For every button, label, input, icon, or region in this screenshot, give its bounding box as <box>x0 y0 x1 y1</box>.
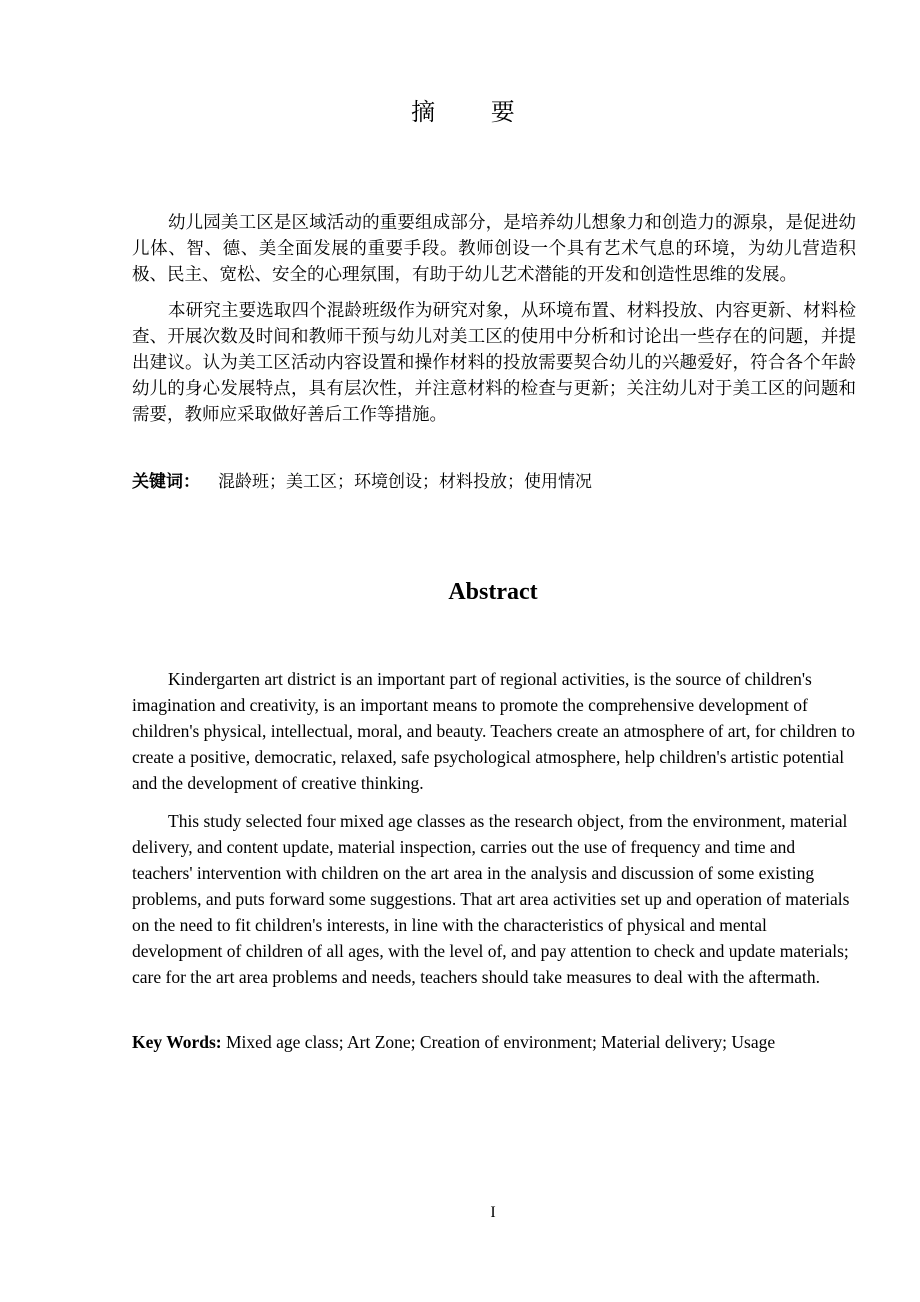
english-keywords-text: Mixed age class; Art Zone; Creation of environment; Material delivery; Usage <box>221 1032 776 1052</box>
english-keywords-label: Key Words: <box>132 1032 222 1052</box>
english-paragraph-1: Kindergarten art district is an important part of regional activities, is the source of children's imagination and creativity, is an important means to promote the comprehensive development of children's physical, intellectual, moral, and beauty. Teachers create an atmosphere of art, for children to create a positive, democratic, relaxed, safe psychological atmosphere, help children's artistic potential and the development of creative thinking. <box>132 669 856 793</box>
chinese-paragraph-2: 本研究主要选取四个混龄班级作为研究对象，从环境布置、材料投放、内容更新、材料检查、开展次数及时间和教师干预与幼儿对美工区的使用中分析和讨论出一些存在的问题，并提出建议。认为美工区活动内容设置和操作材料的投放需要契合幼儿的兴趣爱好，符合各个年龄幼儿的身心发展特点，具有层次性，并注意材料的检查与更新；关注幼儿对于美工区的问题和需要，教师应采取做好善后工作等措施。 <box>132 301 856 425</box>
english-paragraph-2: This study selected four mixed age classes as the research object, from the environment, material delivery, and content update, material inspection, carries out the use of frequency and time and teachers' intervention with children on the art area in the analysis and discussion of some existing problems, and puts forward some suggestions. That art area activities set up and operation of materials on the need to fit children's interests, in line with the characteristics of physical and mental development of children of all ages, with the level of, and pay attention to check and update materials; care for the art area problems and needs, teachers should take measures to deal with the aftermath. <box>132 811 850 987</box>
english-keywords-line <box>132 1029 775 1055</box>
chinese-paragraph-1: 幼儿园美工区是区域活动的重要组成部分，是培养幼儿想象力和创造力的源泉，是促进幼儿体、智、德、美全面发展的重要手段。教师创设一个具有艺术气息的环境，为幼儿营造积极、民主、宽松、安全的心理氛围，有助于幼儿艺术潜能的开发和创造性思维的发展。 <box>132 213 856 285</box>
chinese-abstract-body <box>132 210 856 438</box>
english-abstract-title: Abstract <box>448 579 538 605</box>
chinese-keywords-label: 关键词： <box>132 472 200 492</box>
page-number: I <box>490 1204 496 1221</box>
english-abstract-body <box>132 666 856 1002</box>
chinese-abstract-title: 摘 要 <box>411 98 539 126</box>
chinese-keywords-text: 混龄班；美工区；环境创设；材料投放；使用情况 <box>218 472 592 492</box>
chinese-keywords-line <box>132 469 592 495</box>
